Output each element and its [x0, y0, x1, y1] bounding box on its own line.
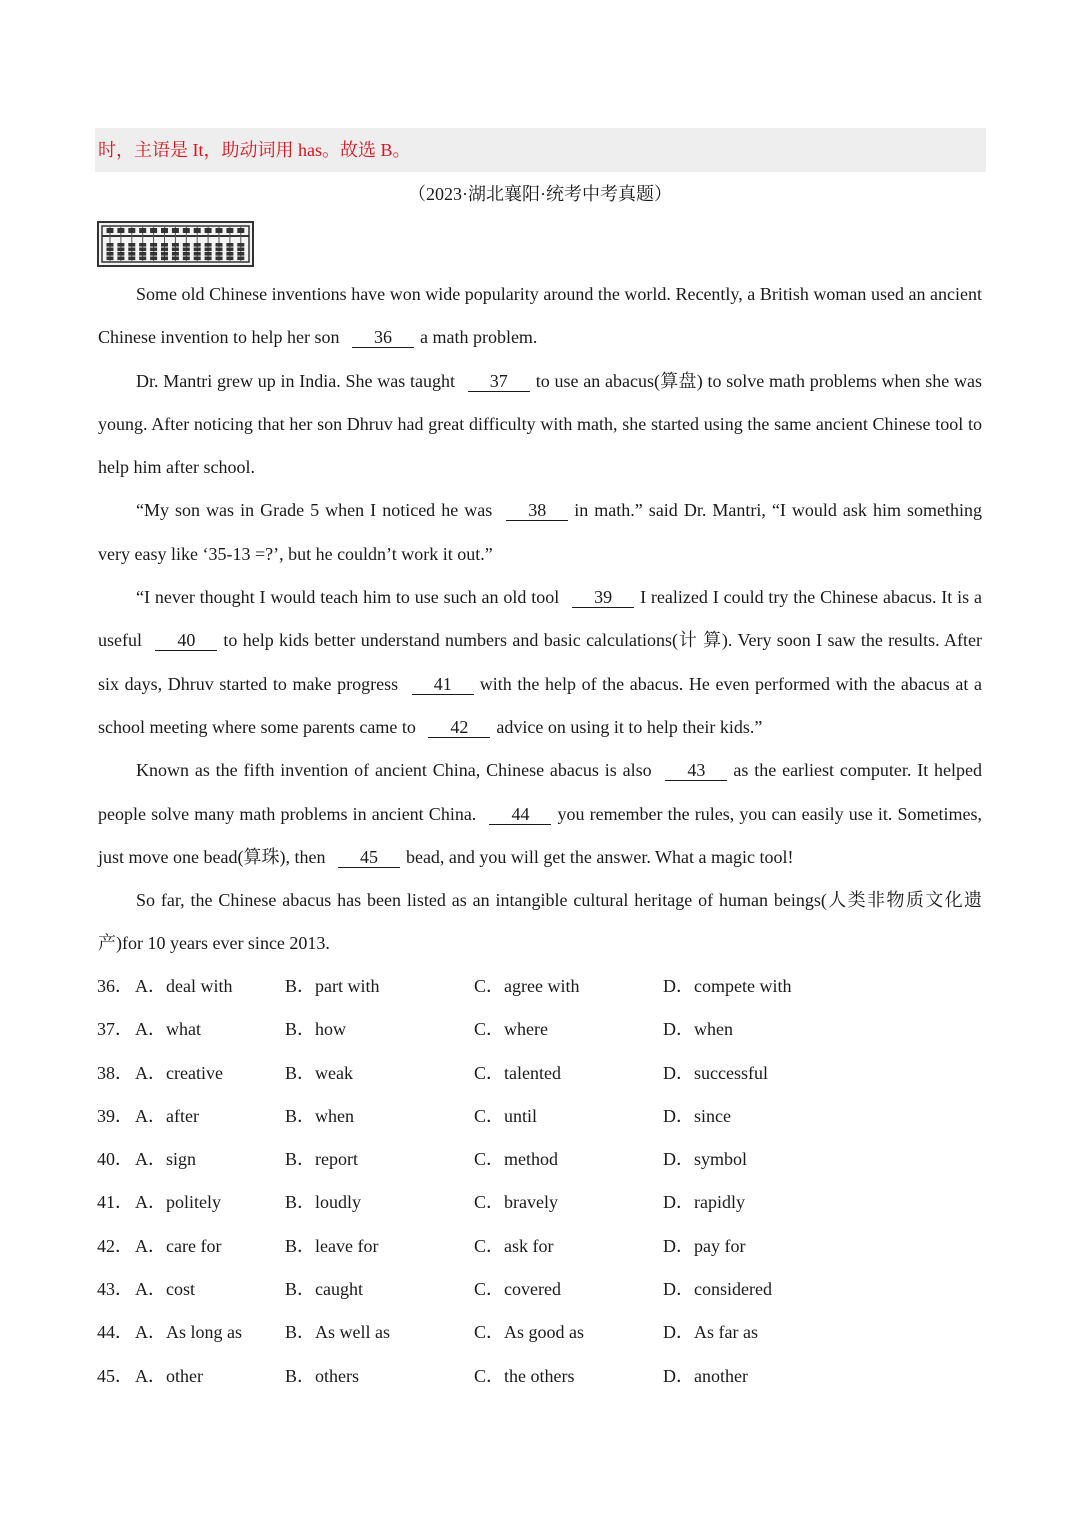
option-c[interactable]: C．covered — [474, 1279, 561, 1300]
option-c[interactable]: C．until — [474, 1105, 538, 1126]
passage-paragraph — [98, 879, 982, 966]
option-d[interactable]: D．symbol — [663, 1149, 748, 1170]
option-d[interactable]: D．since — [663, 1105, 731, 1126]
passage-text: a math problem. — [419, 327, 538, 348]
passage-paragraph — [98, 489, 982, 576]
options-list — [97, 965, 981, 1398]
option-b[interactable]: B．weak — [285, 1062, 353, 1083]
option-c[interactable]: C．ask for — [474, 1235, 554, 1256]
passage-text: bead, and you will get the answer. What a magic tool! — [405, 846, 794, 867]
blank-37[interactable]: 37 — [468, 371, 530, 392]
option-a[interactable]: A．politely — [135, 1192, 221, 1213]
passage-text: in math.” said Dr. Mantri, “I would ask him something very easy like ‘35-13 =?’, but he couldn’t work it out.” — [98, 500, 982, 564]
passage-text: Some old Chinese inventions have won wide popularity around the world. Recently, a British woman used an ancient Chinese invention to help her son — [98, 284, 982, 348]
option-d[interactable]: D．successful — [663, 1062, 768, 1083]
option-c[interactable]: C．agree with — [474, 976, 580, 996]
blank-45[interactable]: 45 — [338, 847, 400, 868]
option-b[interactable]: B．when — [285, 1105, 354, 1126]
blank-41[interactable]: 41 — [412, 674, 474, 695]
blank-44[interactable]: 44 — [489, 804, 551, 825]
passage-paragraph — [98, 360, 982, 490]
question-number: 44． — [97, 1322, 133, 1343]
question-number: 45． — [97, 1365, 133, 1386]
passage-text: as the earliest computer. It helped people solve many math problems in ancient China. — [98, 760, 983, 824]
question-row — [97, 1181, 981, 1224]
passage-text: “I never thought I would teach him to use such an old tool — [136, 587, 560, 608]
option-c[interactable]: C．bravely — [474, 1192, 558, 1213]
answer-explanation: 时，主语是 It，助动词用 has。故选 B。 — [95, 128, 986, 172]
option-d[interactable]: D．when — [663, 1019, 733, 1040]
question-row — [97, 1355, 981, 1398]
question-number: 43． — [97, 1279, 133, 1300]
option-c[interactable]: C．method — [474, 1149, 558, 1170]
passage-text: advice on using it to help their kids.” — [496, 716, 763, 737]
option-b[interactable]: B．how — [285, 1019, 347, 1040]
option-d[interactable]: D．rapidly — [663, 1192, 745, 1213]
option-b[interactable]: B．loudly — [285, 1192, 362, 1213]
option-b[interactable]: B．As well as — [285, 1322, 390, 1343]
option-d[interactable]: D．another — [663, 1365, 748, 1386]
abacus-icon — [97, 221, 254, 267]
option-a[interactable]: A．other — [135, 1365, 203, 1386]
passage-paragraph — [98, 273, 982, 360]
question-row — [97, 1268, 981, 1311]
passage-text: Dr. Mantri grew up in India. She was taught — [136, 370, 455, 391]
option-a[interactable]: A．care for — [135, 1235, 222, 1256]
question-row — [97, 1008, 981, 1051]
option-d[interactable]: D．compete with — [663, 976, 792, 996]
blank-42[interactable]: 42 — [428, 717, 490, 738]
passage-text: with the help of the abacus. He even performed with the abacus at a school meeting where some parents came to — [98, 673, 983, 737]
option-d[interactable]: D．pay for — [663, 1235, 746, 1256]
passage-text: “My son was in Grade 5 when I noticed he was — [136, 500, 493, 521]
passage-text: to help kids better understand numbers and basic calculations(计 算). Very soon I saw the results. After six days, Dhruv started to make progress — [98, 630, 983, 694]
passage-text: So far, the Chinese abacus has been listed as an intangible cultural heritage of human beings(人类非物质文化遗产)for 10 years ever since 2013. — [98, 890, 982, 954]
passage-text: I realized I could try the Chinese abacus. It is a useful — [98, 587, 983, 651]
question-number: 37． — [97, 1019, 133, 1040]
blank-36[interactable]: 36 — [352, 327, 414, 348]
question-row — [97, 1311, 981, 1354]
question-number: 40． — [97, 1149, 133, 1170]
option-c[interactable]: C．talented — [474, 1062, 561, 1083]
blank-39[interactable]: 39 — [572, 587, 634, 608]
option-a[interactable]: A．sign — [135, 1149, 197, 1170]
passage-paragraph — [98, 576, 982, 749]
question-number: 38． — [97, 1062, 133, 1083]
question-row — [97, 1138, 981, 1181]
option-a[interactable]: A．after — [135, 1105, 199, 1126]
blank-38[interactable]: 38 — [506, 500, 568, 521]
option-a[interactable]: A．cost — [135, 1279, 195, 1300]
option-b[interactable]: B．leave for — [285, 1235, 379, 1256]
option-a[interactable]: A．As long as — [135, 1322, 242, 1343]
passage — [98, 273, 982, 966]
blank-40[interactable]: 40 — [155, 630, 217, 651]
option-b[interactable]: B．others — [285, 1365, 359, 1386]
option-b[interactable]: B．part with — [285, 976, 380, 996]
question-number: 39． — [97, 1105, 133, 1126]
question-number: 41． — [97, 1192, 133, 1213]
question-source: （2023·湖北襄阳·统考中考真题） — [408, 184, 672, 204]
option-a[interactable]: A．creative — [135, 1062, 223, 1083]
passage-text: Known as the fifth invention of ancient China, Chinese abacus is also — [136, 760, 652, 781]
question-row — [97, 1095, 981, 1138]
option-d[interactable]: D．considered — [663, 1279, 772, 1300]
option-a[interactable]: A．what — [135, 1019, 201, 1040]
option-b[interactable]: B．report — [285, 1149, 358, 1170]
option-a[interactable]: A．deal with — [135, 976, 233, 996]
question-row — [97, 1052, 981, 1095]
passage-paragraph — [98, 749, 982, 879]
option-c[interactable]: C．As good as — [474, 1322, 585, 1343]
option-c[interactable]: C．where — [474, 1019, 548, 1040]
question-number: 36． — [97, 976, 133, 996]
option-c[interactable]: C．the others — [474, 1365, 575, 1386]
question-row — [97, 1225, 981, 1268]
question-row — [97, 965, 981, 1008]
option-b[interactable]: B．caught — [285, 1279, 363, 1300]
question-number: 42． — [97, 1235, 133, 1256]
passage-text: you remember the rules, you can easily use it. Sometimes, just move one bead(算珠), then — [98, 803, 982, 867]
option-d[interactable]: D．As far as — [663, 1322, 758, 1343]
blank-43[interactable]: 43 — [665, 760, 727, 781]
passage-text: to use an abacus(算盘) to solve math problems when she was young. After noticing that her son Dhruv had great difficulty with math, she started using the same ancient Chinese tool to help him after school. — [98, 370, 982, 478]
